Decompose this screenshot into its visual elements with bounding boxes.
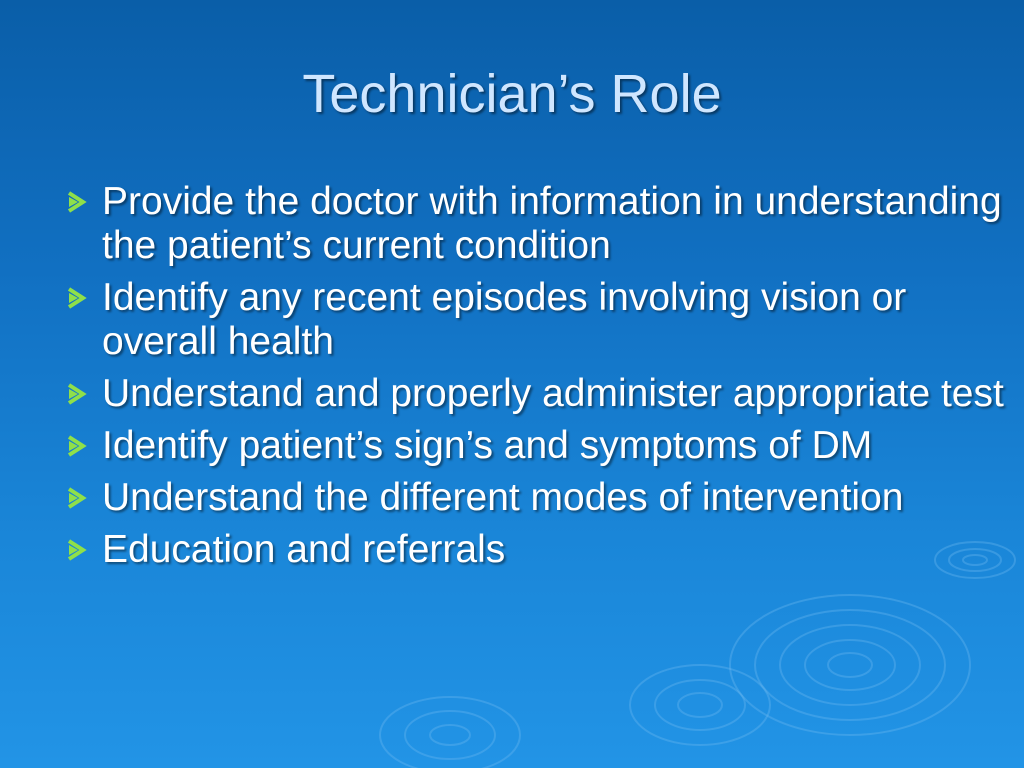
bullet-text: Education and referrals (102, 528, 506, 571)
bullet-text: Identify patient’s sign’s and symptoms of DM (102, 424, 873, 467)
bullet-text: Understand and properly administer appropriate test (102, 372, 1004, 415)
bullet-text: Understand the different modes of intervention (102, 476, 904, 519)
arrow-bullet-icon (64, 285, 90, 311)
arrow-bullet-icon (64, 189, 90, 215)
arrow-bullet-icon (64, 485, 90, 511)
bullet-list (62, 180, 1012, 580)
slide-title: Technician’s Role (302, 64, 722, 124)
bullet-item (62, 180, 1012, 268)
bullet-item (62, 372, 1012, 416)
arrow-bullet-icon (64, 433, 90, 459)
bullet-item (62, 276, 1012, 364)
arrow-bullet-icon (64, 381, 90, 407)
arrow-bullet-icon (64, 537, 90, 563)
bullet-text: Identify any recent episodes involving vision or overall health (102, 276, 907, 363)
bullet-item (62, 424, 1012, 468)
bullet-text: Provide the doctor with information in understanding the patient’s current condition (102, 180, 1002, 267)
bullet-item (62, 476, 1012, 520)
bullet-item (62, 528, 1012, 572)
